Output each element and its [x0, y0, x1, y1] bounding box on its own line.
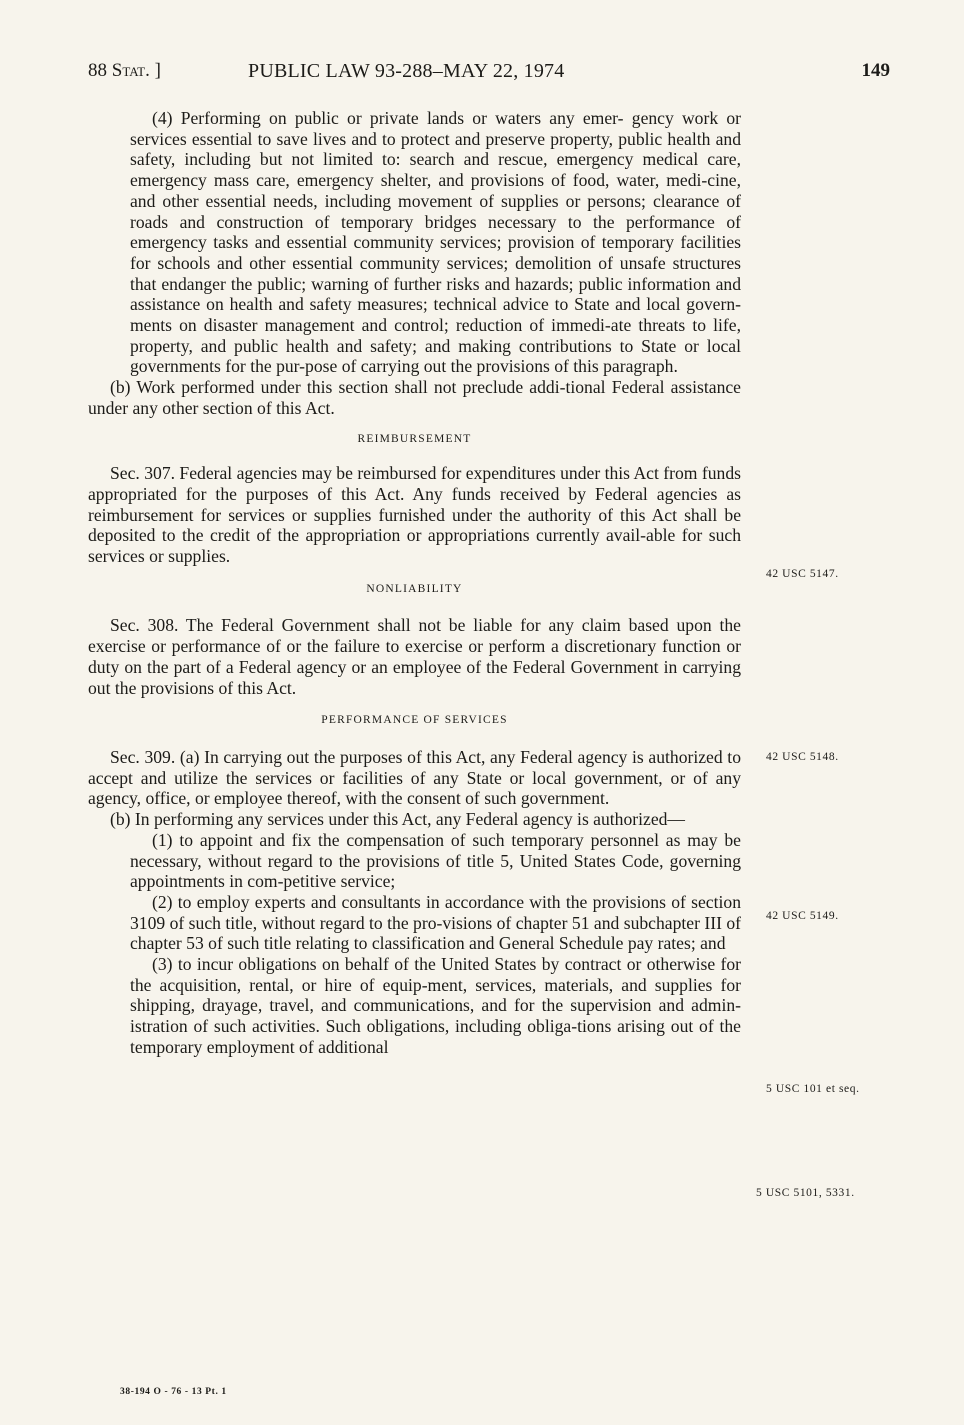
body-text [88, 108, 741, 1058]
margin-note-5-usc-5101: 5 USC 5101, 5331. [756, 1187, 855, 1199]
margin-note-42-usc-5149: 42 USC 5149. [766, 910, 839, 922]
heading-performance-of-services: PERFORMANCE OF SERVICES [321, 714, 508, 727]
item-4-text: gency work or services essential to save lives and to protect and preserve property, public health and safety, including but not limited to: search and rescue, emergency medical care, emergency mass care, emergency shelter, and provisions of food, water, medi-cine, and other essential needs, including movement of supplies or persons; clearance of roads and construction of temporary bridges necessary to the performance of emergency tasks and essential community services; provision of temporary facilities for schools and other essential community services; demolition of unsafe structures that endanger the public; warning of further risks and hazards; public information and assistance on health and safety measures; technical advice to State and local govern-ments on disaster management and control; reduction of immedi-ate threats to life, property, and public health and safety; and making contributions to State or local governments for the pur-pose of carrying out the provisions of this paragraph. [130, 108, 741, 377]
heading-reimbursement: REIMBURSEMENT [357, 432, 472, 445]
item-1-text: personnel as may be necessary, without regard to the provisions of title 5, United States Code, governing appointments in com-petitive service; [130, 829, 741, 892]
margin-note-42-usc-5147: 42 USC 5147. [766, 568, 839, 580]
paragraph-b: (b) Work performed under this section shall not preclude addi-tional Federal assistance under any other section of this Act. [88, 377, 741, 418]
item-3-lead: (3) to incur obligations on behalf of the United States by [152, 954, 560, 975]
margin-note-42-usc-5148: 42 USC 5148. [766, 751, 839, 763]
section-307: Sec. 307. Federal agencies may be reimbursed for expenditures under this Act from funds appropriated for the purposes of this Act. Any funds received by Federal agencies as reimbursement for services or supplies furnished under the authority of this Act shall be deposited to the credit of the appropriation or appropriations currently avail-able for such services or supplies. [88, 463, 741, 567]
page-header [88, 60, 898, 88]
section-309-b: (b) In performing any services under this Act, any Federal agency is authorized— [110, 809, 686, 830]
item-3-text: contract or otherwise for the acquisition, rental, or hire of equip-ment, services, materials, and supplies for shipping, drayage, travel, and communications, and for the supervision and admin-istration of such activities. Such obligations, including obliga-tions arising out of the temporary employment of additional [130, 954, 742, 1057]
section-309-a: Sec. 309. (a) In carrying out the purposes of this Act, any Federal agency is authorized to accept and utilize the services or facilities of any State or local government, or of any agency, office, or employee thereof, with the consent of such government. [88, 746, 741, 809]
paragraph-item-4 [88, 108, 741, 377]
paragraph-item-3 [88, 954, 741, 1058]
footer-print-code: 38-194 O - 76 - 13 Pt. 1 [120, 1387, 227, 1397]
page-number: 149 [861, 60, 890, 81]
paragraph-item-1 [88, 830, 741, 892]
margin-note-5-usc-101: 5 USC 101 et seq. [766, 1083, 860, 1095]
item-1-lead: (1) to appoint and fix the compensation of such temporary [152, 829, 584, 850]
heading-nonliability: NONLIABILITY [366, 582, 463, 595]
item-2-lead: (2) to employ experts and consultants in accordance with the [152, 891, 588, 912]
item-4-lead: (4) Performing on public or private lands or waters any emer- [152, 108, 624, 128]
section-308: Sec. 308. The Federal Government shall not be liable for any claim based upon the exercise or performance of or the failure to exercise or perform a discretionary function or duty on the part of a Federal agency or an employee of the Federal Government in carrying out the provisions of this Act. [88, 615, 741, 698]
paragraph-item-2 [88, 892, 741, 954]
item-2-text: provisions of section 3109 of such title, without regard to the pro-visions of chapter 51 and subchapter III of chapter 53 of such title relating to classification and General Schedule pay rates; and [130, 891, 741, 954]
statute-reference: 88 Stat. ] [88, 60, 161, 81]
page-title: PUBLIC LAW 93-288–MAY 22, 1974 [248, 60, 565, 82]
